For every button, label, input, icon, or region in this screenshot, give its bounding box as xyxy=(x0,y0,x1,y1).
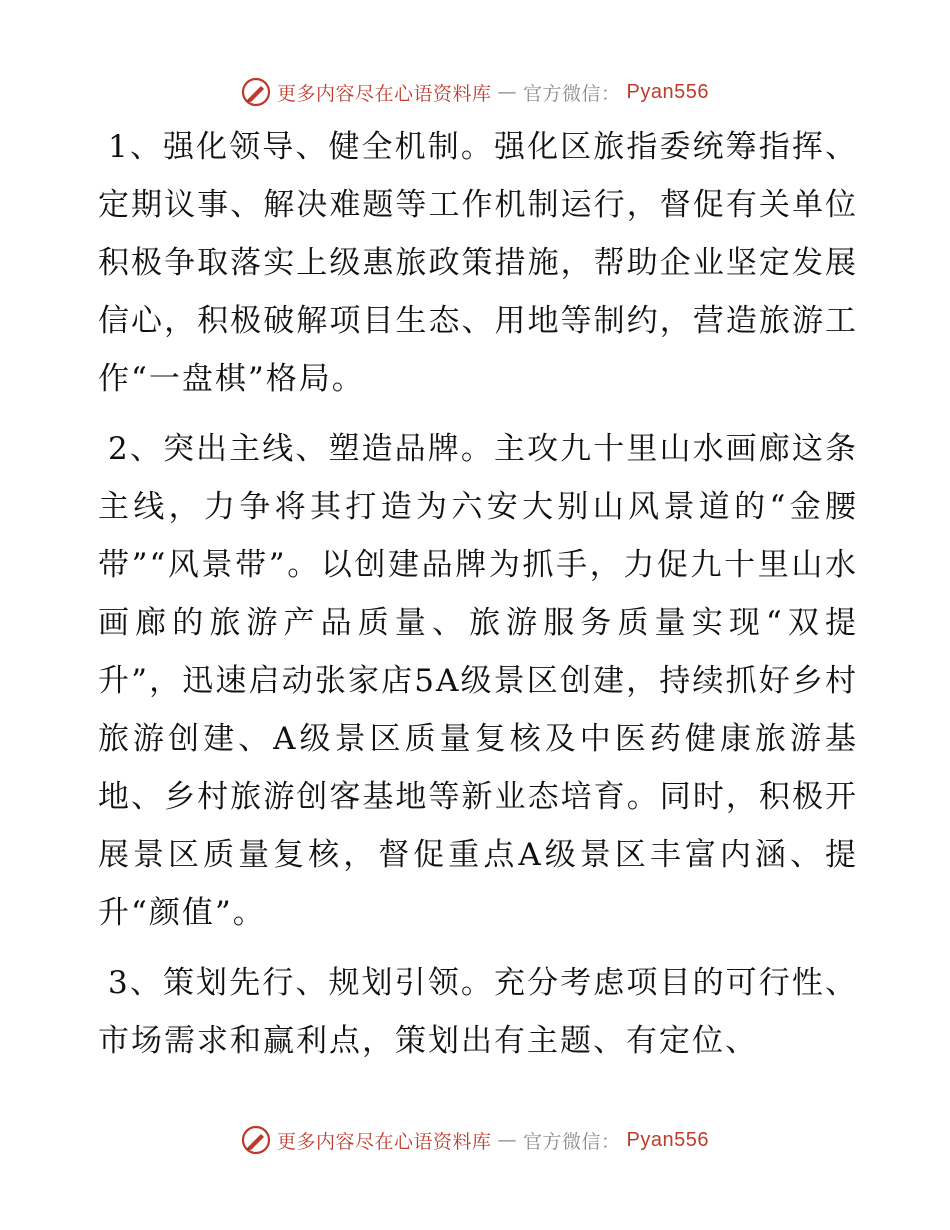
paragraph-number: 3、 xyxy=(108,965,163,1001)
paragraph-text: 突出主线、塑造品牌。主攻九十里山水画廊这条主线，力争将其打造为六安大别山风景道的“金腰带”“风景带”。以创建品牌为抓手，力促九十里山水画廊的旅游产品质量、旅游服务质量实现“双提升”，迅速启动张家店5A级景区创建，持续抓好乡村旅游创建、A级景区质量复核及中医药健康旅游基地、乡村旅游创客基地等新业态培育。同时，积极开展景区质量复核，督促重点A级景区丰富内涵、提升“颜值”。 xyxy=(98,431,858,931)
watermark-dash: — xyxy=(497,1129,518,1151)
watermark-wechat-label: 官方微信： xyxy=(523,82,621,105)
watermark-wechat-id: Pyan556 xyxy=(626,80,709,103)
watermark-wechat-id: Pyan556 xyxy=(626,1128,709,1151)
paragraph-1 xyxy=(98,118,858,408)
watermark-header xyxy=(0,72,950,112)
watermark-footer xyxy=(0,1120,950,1160)
paragraph-text: 强化领导、健全机制。强化区旅指委统筹指挥、定期议事、解决难题等工作机制运行，督促有关单位积极争取落实上级惠旅政策措施，帮助企业坚定发展信心，积极破解项目生态、用地等制约，营造旅游工作“一盘棋”格局。 xyxy=(98,129,858,397)
paragraph-number: 1、 xyxy=(108,129,163,165)
pen-logo-icon xyxy=(241,1125,271,1155)
watermark-main-text: 更多内容尽在心语资料库 xyxy=(277,82,492,105)
watermark-dash: — xyxy=(497,81,518,103)
watermark-main-text: 更多内容尽在心语资料库 xyxy=(277,1130,492,1153)
paragraph-text: 策划先行、规划引领。充分考虑项目的可行性、市场需求和赢利点，策划出有主题、有定位、 xyxy=(98,965,858,1059)
watermark-wechat-label: 官方微信： xyxy=(523,1130,621,1153)
document-body xyxy=(98,118,858,1082)
paragraph-3 xyxy=(98,954,858,1070)
paragraph-2 xyxy=(98,420,858,942)
pen-logo-icon xyxy=(241,77,271,107)
paragraph-number: 2、 xyxy=(108,431,163,467)
